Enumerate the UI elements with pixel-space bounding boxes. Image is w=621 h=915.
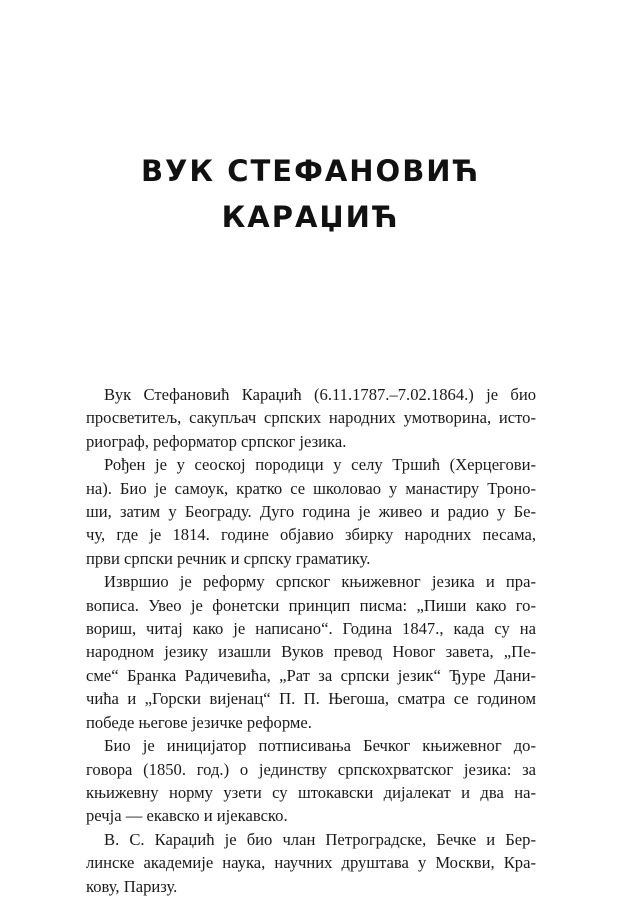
text-line: Извршио је реформу српског књижевног језика и пра- — [104, 572, 536, 592]
text-line: Рођен је у сеоској породици у селу Тршић (Херцегови- — [104, 455, 536, 475]
title-line-2: КАРАЏИЋ — [221, 200, 400, 234]
text-line: сме“ Бранка Радичевића, „Рат за српски језик“ Ђуре Дани- — [86, 665, 536, 685]
paragraph — [86, 453, 536, 570]
paragraph — [86, 383, 536, 453]
text-line: риограф, реформатор српског језика. — [86, 431, 347, 451]
page-title — [0, 148, 621, 240]
text-line: вориш, читај како је написано“. Година 1847., када су на — [86, 619, 536, 639]
text-line: В. С. Караџић је био члан Петроградске, Бечке и Бер- — [104, 829, 536, 849]
body-text — [86, 383, 536, 898]
text-line: књижевну норму узети су штокавски дијалекат и два на- — [86, 782, 536, 802]
text-line: кову, Паризу. — [86, 876, 178, 896]
text-line: први српски речник и српску граматику. — [86, 548, 371, 568]
text-line: вописа. Увео је фонетски принцип писма: „Пиши како го- — [86, 595, 536, 615]
text-line: речја — екавско и ијекавско. — [86, 806, 288, 826]
paragraph — [86, 570, 536, 734]
text-line: говора (1850. год.) о јединству српскохрватског језика: за — [86, 759, 536, 779]
text-line: чу, где је 1814. године објавио збирку народних песама, — [86, 525, 536, 545]
paragraph — [86, 828, 536, 898]
text-line: на). Био је самоук, кратко се школовао у манастиру Троно- — [86, 478, 536, 498]
text-line: Вук Стефановић Караџић (6.11.1787.–7.02.1864.) је био — [104, 385, 536, 404]
text-line: победе његове језичке реформе. — [86, 712, 312, 732]
text-line: чића и „Горски вијенац“ П. П. Његоша, сматра се годином — [86, 689, 536, 709]
text-line: просветитељ, сакупљач српских народних умотворина, исто- — [86, 408, 536, 428]
paragraph — [86, 734, 536, 828]
text-line: народном језику изашли Вуков превод Новог завета, „Пе- — [86, 642, 536, 662]
text-line: Био је иницијатор потписивања Бечког књижевног до- — [104, 736, 536, 756]
text-line: линске академије наука, научних друштава у Москви, Кра- — [86, 853, 536, 873]
title-line-1: ВУК СТЕФАНОВИЋ — [140, 154, 481, 188]
text-line: ши, затим у Београду. Дуго година је живео и радио у Бе- — [86, 502, 536, 522]
